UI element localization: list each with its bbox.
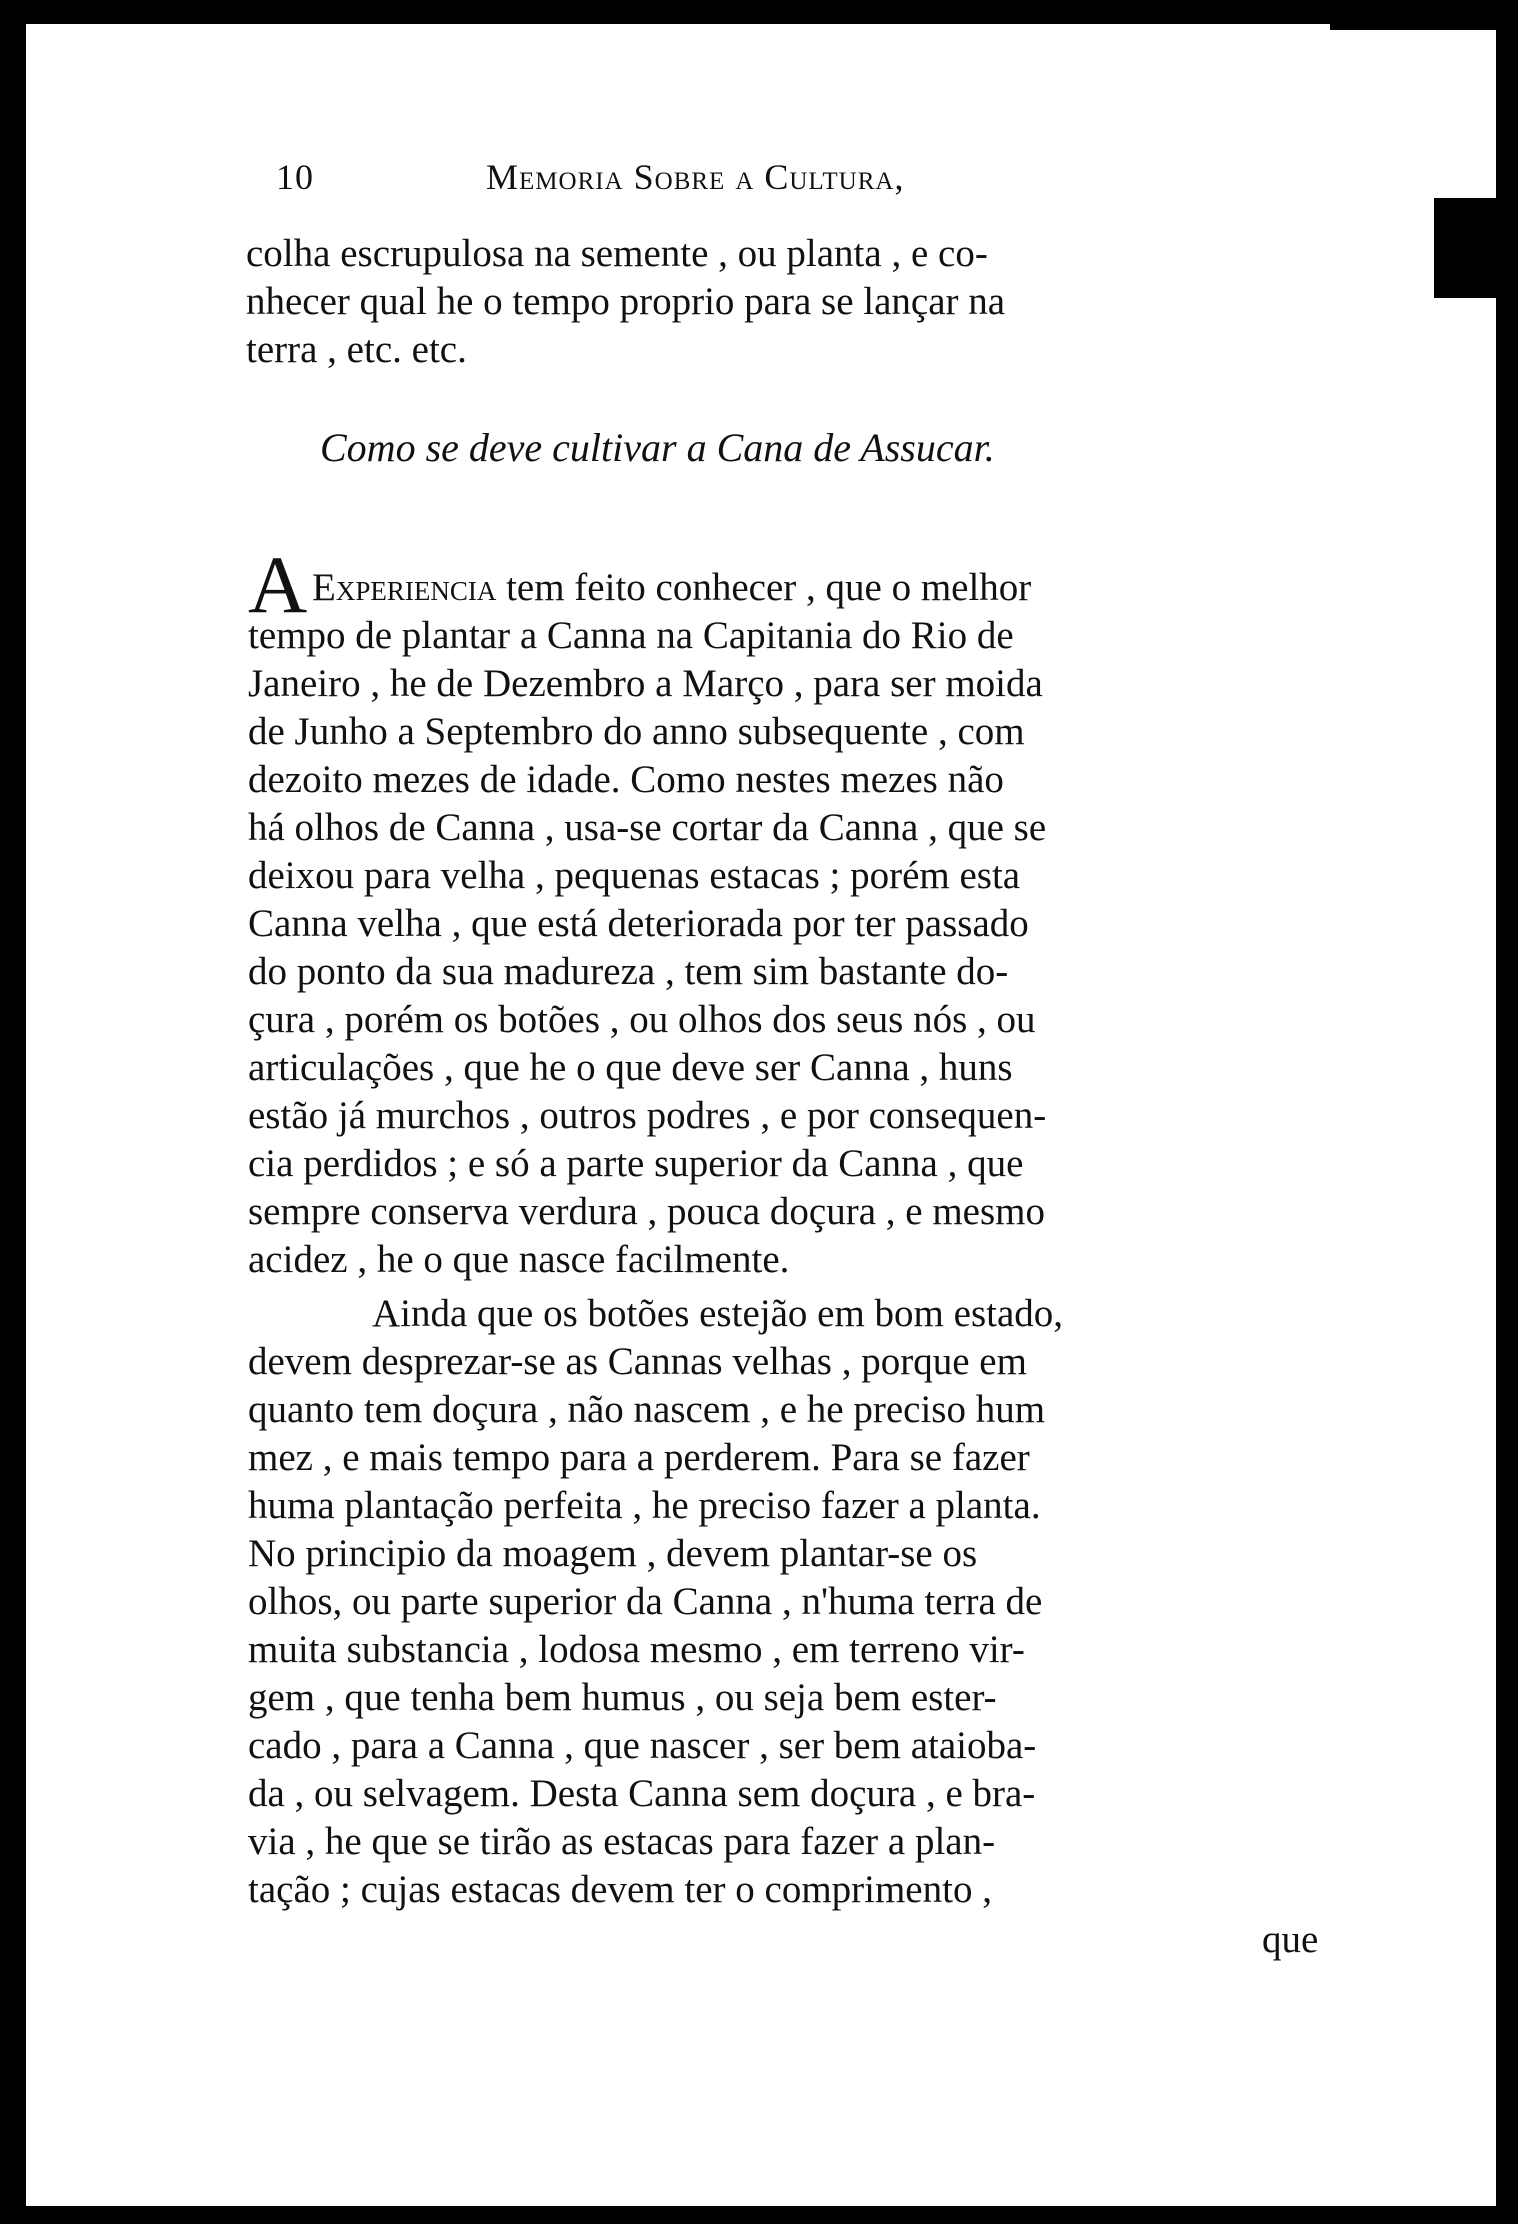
scan-border-top: [0, 0, 1518, 24]
scan-side-tab: [1434, 198, 1518, 298]
paragraph-line: cia perdidos ; e só a parte superior da Canna , que: [248, 1142, 1024, 1185]
intro-line: colha escrupulosa na semente , ou planta , e co-: [246, 232, 988, 275]
paragraph-line: cado , para a Canna , que nascer , ser bem ataioba-: [248, 1724, 1037, 1767]
paragraph-first-line: [312, 564, 1031, 612]
paragraph-line: da , ou selvagem. Desta Canna sem doçura , e bra-: [248, 1772, 1036, 1815]
paragraph-line: olhos, ou parte superior da Canna , n'huma terra de: [248, 1580, 1043, 1623]
paragraph-line: No principio da moagem , devem plantar-se os: [248, 1532, 978, 1575]
scan-corner-notch: [1330, 0, 1518, 30]
intro-line: terra , etc. etc.: [246, 328, 467, 371]
paragraph-line: deixou para velha , pequenas estacas ; porém esta: [248, 854, 1021, 897]
paragraph-line: via , he que se tirão as estacas para fazer a plan-: [248, 1820, 996, 1863]
paragraph-line: mez , e mais tempo para a perderem. Para se fazer: [248, 1436, 1030, 1479]
section-heading: Como se deve cultivar a Cana de Assucar.: [320, 425, 995, 470]
paragraph-line: tempo de plantar a Canna na Capitania do Rio de: [248, 614, 1014, 657]
intro-line: nhecer qual he o tempo proprio para se lançar na: [246, 280, 1006, 323]
scan-border-left: [0, 0, 26, 2224]
running-head: [246, 156, 1166, 206]
paragraph-line: devem desprezar-se as Cannas velhas , porque em: [248, 1340, 1027, 1383]
paragraph-line: huma plantação perfeita , he preciso fazer a planta.: [248, 1484, 1041, 1527]
paragraph-line: dezoito mezes de idade. Como nestes mezes não: [248, 758, 1004, 801]
paragraph-line: Canna velha , que está deteriorada por ter passado: [248, 902, 1029, 945]
paragraph-line: de Junho a Septembro do anno subsequente , com: [248, 710, 1025, 753]
page-number: 10: [276, 157, 314, 197]
scan-border-right: [1496, 0, 1518, 2224]
paragraph-line: há olhos de Canna , usa-se cortar da Canna , que se: [248, 806, 1047, 849]
paragraph-line: do ponto da sua madureza , tem sim bastante do-: [248, 950, 1009, 993]
first-line-rest: tem feito conhecer , que o melhor: [506, 566, 1032, 609]
paragraph-line: quanto tem doçura , não nascem , e he preciso hum: [248, 1388, 1046, 1431]
running-title: Memoria Sobre a Cultura,: [486, 157, 905, 197]
paragraph-line: Janeiro , he de Dezembro a Março , para ser moida: [248, 662, 1043, 705]
paragraph-line: çura , porém os botões , ou olhos dos seus nós , ou: [248, 998, 1036, 1041]
paragraph-line: gem , que tenha bem humus , ou seja bem ester-: [248, 1676, 997, 1719]
paragraph-line: estão já murchos , outros podres , e por consequen-: [248, 1094, 1047, 1137]
paragraph-line: tação ; cujas estacas devem ter o comprimento ,: [248, 1868, 992, 1911]
scan-border-bottom: [0, 2206, 1518, 2224]
first-word: Experiencia: [312, 566, 497, 609]
paragraph-line: articulações , que he o que deve ser Canna , huns: [248, 1046, 1013, 1089]
paragraph-line: Ainda que os botões estejão em bom estado,: [372, 1292, 1064, 1335]
paragraph-line: muita substancia , lodosa mesmo , em terreno vir-: [248, 1628, 1025, 1671]
paragraph-line: acidez , he o que nasce facilmente.: [248, 1238, 790, 1281]
drop-cap: A: [248, 539, 308, 630]
catchword: que: [1262, 1918, 1319, 1961]
paragraph-line: sempre conserva verdura , pouca doçura , e mesmo: [248, 1190, 1046, 1233]
